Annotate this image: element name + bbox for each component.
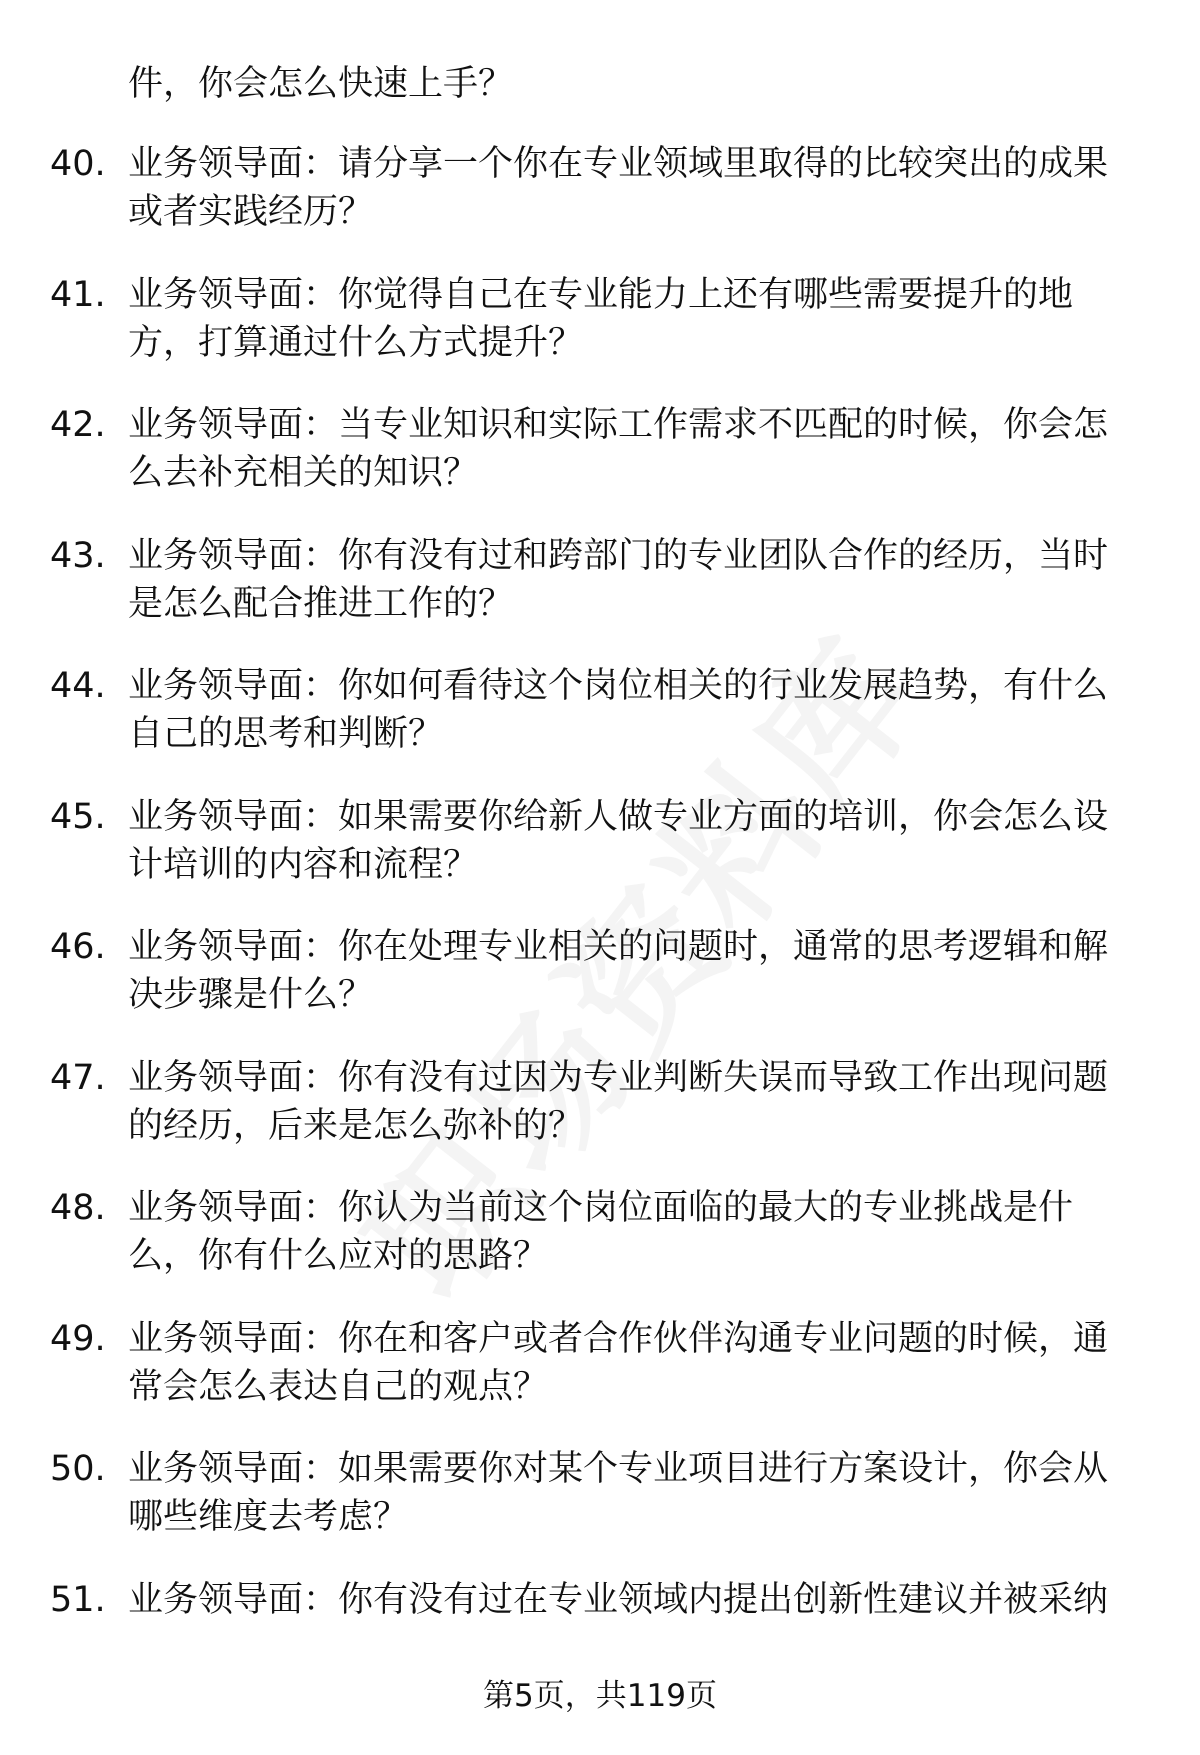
continued-question-text: 件，你会怎么快速上手？ xyxy=(128,64,514,104)
question-text: 业务领导面：你有没有过因为专业判断失误而导致工作出现问题的经历，后来是怎么弥补的？ xyxy=(128,1057,1109,1146)
question-number: 40. xyxy=(50,144,106,184)
question-text: 业务领导面：你如何看待这个岗位相关的行业发展趋势，有什么自己的思考和判断？ xyxy=(128,666,1109,754)
question-text: 业务领导面：你有没有过和跨部门的专业团队合作的经历，当时是怎么配合推进工作的？ xyxy=(128,535,1109,624)
question-item xyxy=(0,662,1200,793)
question-item xyxy=(0,1445,1200,1576)
question-number: 41. xyxy=(50,274,106,315)
question-number: 47. xyxy=(50,1057,106,1098)
question-number: 49. xyxy=(50,1318,106,1359)
question-text: 业务领导面：你觉得自己在专业能力上还有哪些需要提升的地方，打算通过什么方式提升？ xyxy=(128,274,1074,363)
question-item xyxy=(0,140,1200,271)
question-number: 43. xyxy=(50,535,106,576)
question-text: 业务领导面：你在处理专业相关的问题时，通常的思考逻辑和解决步骤是什么？ xyxy=(128,927,1109,1015)
question-text: 业务领导面：当专业知识和实际工作需求不匹配的时候，你会怎么去补充相关的知识？ xyxy=(128,405,1109,493)
question-text: 业务领导面：你有没有过在专业领域内提出创新性建议并被采纳 xyxy=(128,1579,1109,1620)
question-text: 业务领导面：请分享一个你在专业领域里取得的比较突出的成果或者实践经历？ xyxy=(128,144,1109,232)
question-item xyxy=(0,1184,1200,1315)
question-number: 50. xyxy=(50,1449,106,1489)
question-item xyxy=(0,271,1200,402)
question-item xyxy=(0,793,1200,924)
question-text: 业务领导面：如果需要你对某个专业项目进行方案设计，你会从哪些维度去考虑？ xyxy=(128,1449,1109,1537)
question-item xyxy=(0,923,1200,1054)
question-list xyxy=(0,140,1200,1706)
question-text: 业务领导面：如果需要你给新人做专业方面的培训，你会怎么设计培训的内容和流程？ xyxy=(128,796,1109,885)
question-number: 46. xyxy=(50,927,106,967)
question-item xyxy=(0,1054,1200,1185)
question-number: 45. xyxy=(50,796,106,837)
question-number: 51. xyxy=(50,1579,106,1620)
question-number: 48. xyxy=(50,1188,106,1228)
question-number: 44. xyxy=(50,666,106,706)
page-footer: 第5页，共119页 xyxy=(483,1678,717,1714)
question-number: 42. xyxy=(50,405,106,445)
question-item xyxy=(0,401,1200,532)
question-text: 业务领导面：你在和客户或者合作伙伴沟通专业问题的时候，通常会怎么表达自己的观点？ xyxy=(128,1318,1109,1407)
question-item xyxy=(0,1315,1200,1446)
question-text: 业务领导面：你认为当前这个岗位面临的最大的专业挑战是什么，你有什么应对的思路？ xyxy=(128,1188,1074,1276)
question-item xyxy=(0,532,1200,663)
